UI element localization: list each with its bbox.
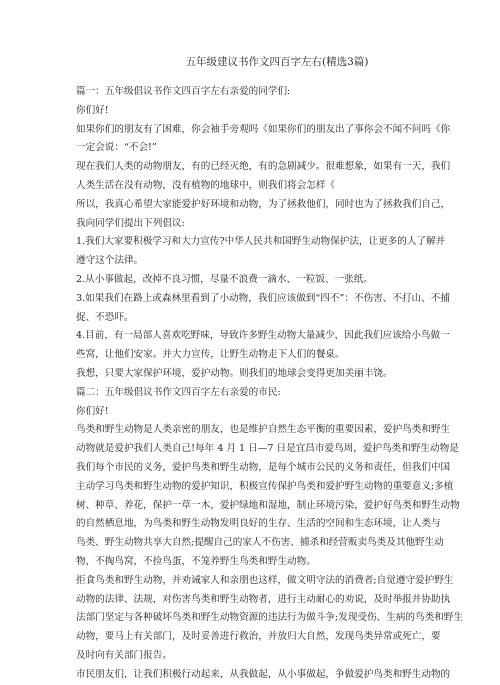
text-line: 所以，我真心希望大家能爱护好环境和动物，为了拯救他们，同时也为了拯救我们自己， [76,198,451,210]
text-line: 物，不掏鸟窝，不捡鸟蛋，不笼养野生鸟类和野生动物。 [76,555,316,567]
text-line: 3.如果我们在路上或森林里看到了小动物，我们应该做到“四不”：不伤害、不打山、不捕 [76,292,450,304]
text-line: 鸟类、野生动物共享大自然;提醒自己的家人不伤害、捕杀和经营贩卖鸟类及其他野生动 [76,537,444,549]
text-line: 鸟类和野生动物是人类亲密的朋友，也是维护自然生态平衡的重要因素，爱护鸟类和野生 [76,424,451,436]
text-line: 篇二：五年级倡议书作文四百字左右亲爱的市民: [76,386,281,398]
text-line: 你们好! [76,405,109,417]
text-line: 动物就是爱护我们人类自己!每年 4 月 1 日—7 日是宜昌市爱鸟周，爱护鸟类和野生动物是 [76,443,459,455]
text-line: 2.从小事做起，改掉不良习惯，尽量不浪费一滴水、一粒饭、一张纸。 [76,273,373,285]
document-body [76,83,478,685]
text-line: 动物的法律、法规，对伤害鸟类和野生动物者，进行主动耐心的劝说，及时举报并协助执 [76,593,451,605]
text-line: 主动学习鸟类和野生动物的爱护知识，积极宣传保护鸟类和爱护野生动物的重要意义;多植 [76,480,454,492]
text-line: 现在我们人类的动物朋友，有的已经灭绝，有的急剧减少。很难想象，如果有一天，我们 [76,161,451,173]
text-line: 拒食鸟类和野生动物，并劝诫家人和亲朋也这样，做文明守法的消费者;自觉遵守爱护野生 [76,574,454,586]
text-line: 捉、不恐吓。 [76,311,134,323]
text-line: 的自然栖息地，为鸟类和野生动物发明良好的生存、生活的空间和生态环境，让人类与 [76,518,441,530]
document-title: 五年级建议书作文四百字左右(精选3篇) [185,56,369,68]
text-line: 些窝，让他们安家。并大力宣传，让野生动物走下人们的餐桌。 [76,349,345,361]
text-line: 篇一：五年级倡议书作文四百字左右亲爱的同学们: [76,86,291,97]
text-line: 1.我们大家要积极学习和大力宣传?中华人民共和国野生动物保护法，让更多的人了解并 [76,236,446,248]
text-line: 动物，要马上有关部门，及时妥善进行救治，并放归大自然，发现鸟类异常或死亡，要 [76,631,441,643]
text-line: 我向同学们提出下列倡议: [76,217,185,229]
text-line: 人类生活在没有动物，没有植物的地球中，则我们将会怎样《 [76,179,336,191]
text-line: 4.目前，有一局部人喜欢吃野味，导致许多野生动物大量减少，因此我们应该给小鸟做一 [76,330,450,342]
text-line: 一定会说：“不会!” [76,142,157,154]
text-line: 如果你们的朋友有了困难，你会袖手旁观吗《如果你们的朋友出了事你会不闻不问吗《你 [76,123,451,135]
text-line: 法部门坚定与各种破坏鸟类和野生动物资源的违法行为做斗争;发现受伤、生病的鸟类和野生 [76,612,463,624]
text-line: 树、种草、养花，保护一草一木，爱护绿地和湿地，制止环境污染，爱护好鸟类和野生动物 [76,499,460,511]
text-line: 市民朋友们，让我们积极行动起来，从我做起，从小事做起，争做爱护鸟类和野生动物的 [76,668,451,680]
text-line: 你们好! [76,104,109,116]
text-line: 我们每个市民的义务，爱护鸟类和野生动物，是每个城市公民的义务和责任，但我们中国 [76,461,451,473]
text-line: 我想，只要大家保护环境，爱护动物。则我们的地球会变得更加美丽丰饶。 [76,367,393,379]
text-line: 及时向有关部门报告。 [76,649,172,661]
text-line: 遵守这个法律。 [76,255,144,267]
